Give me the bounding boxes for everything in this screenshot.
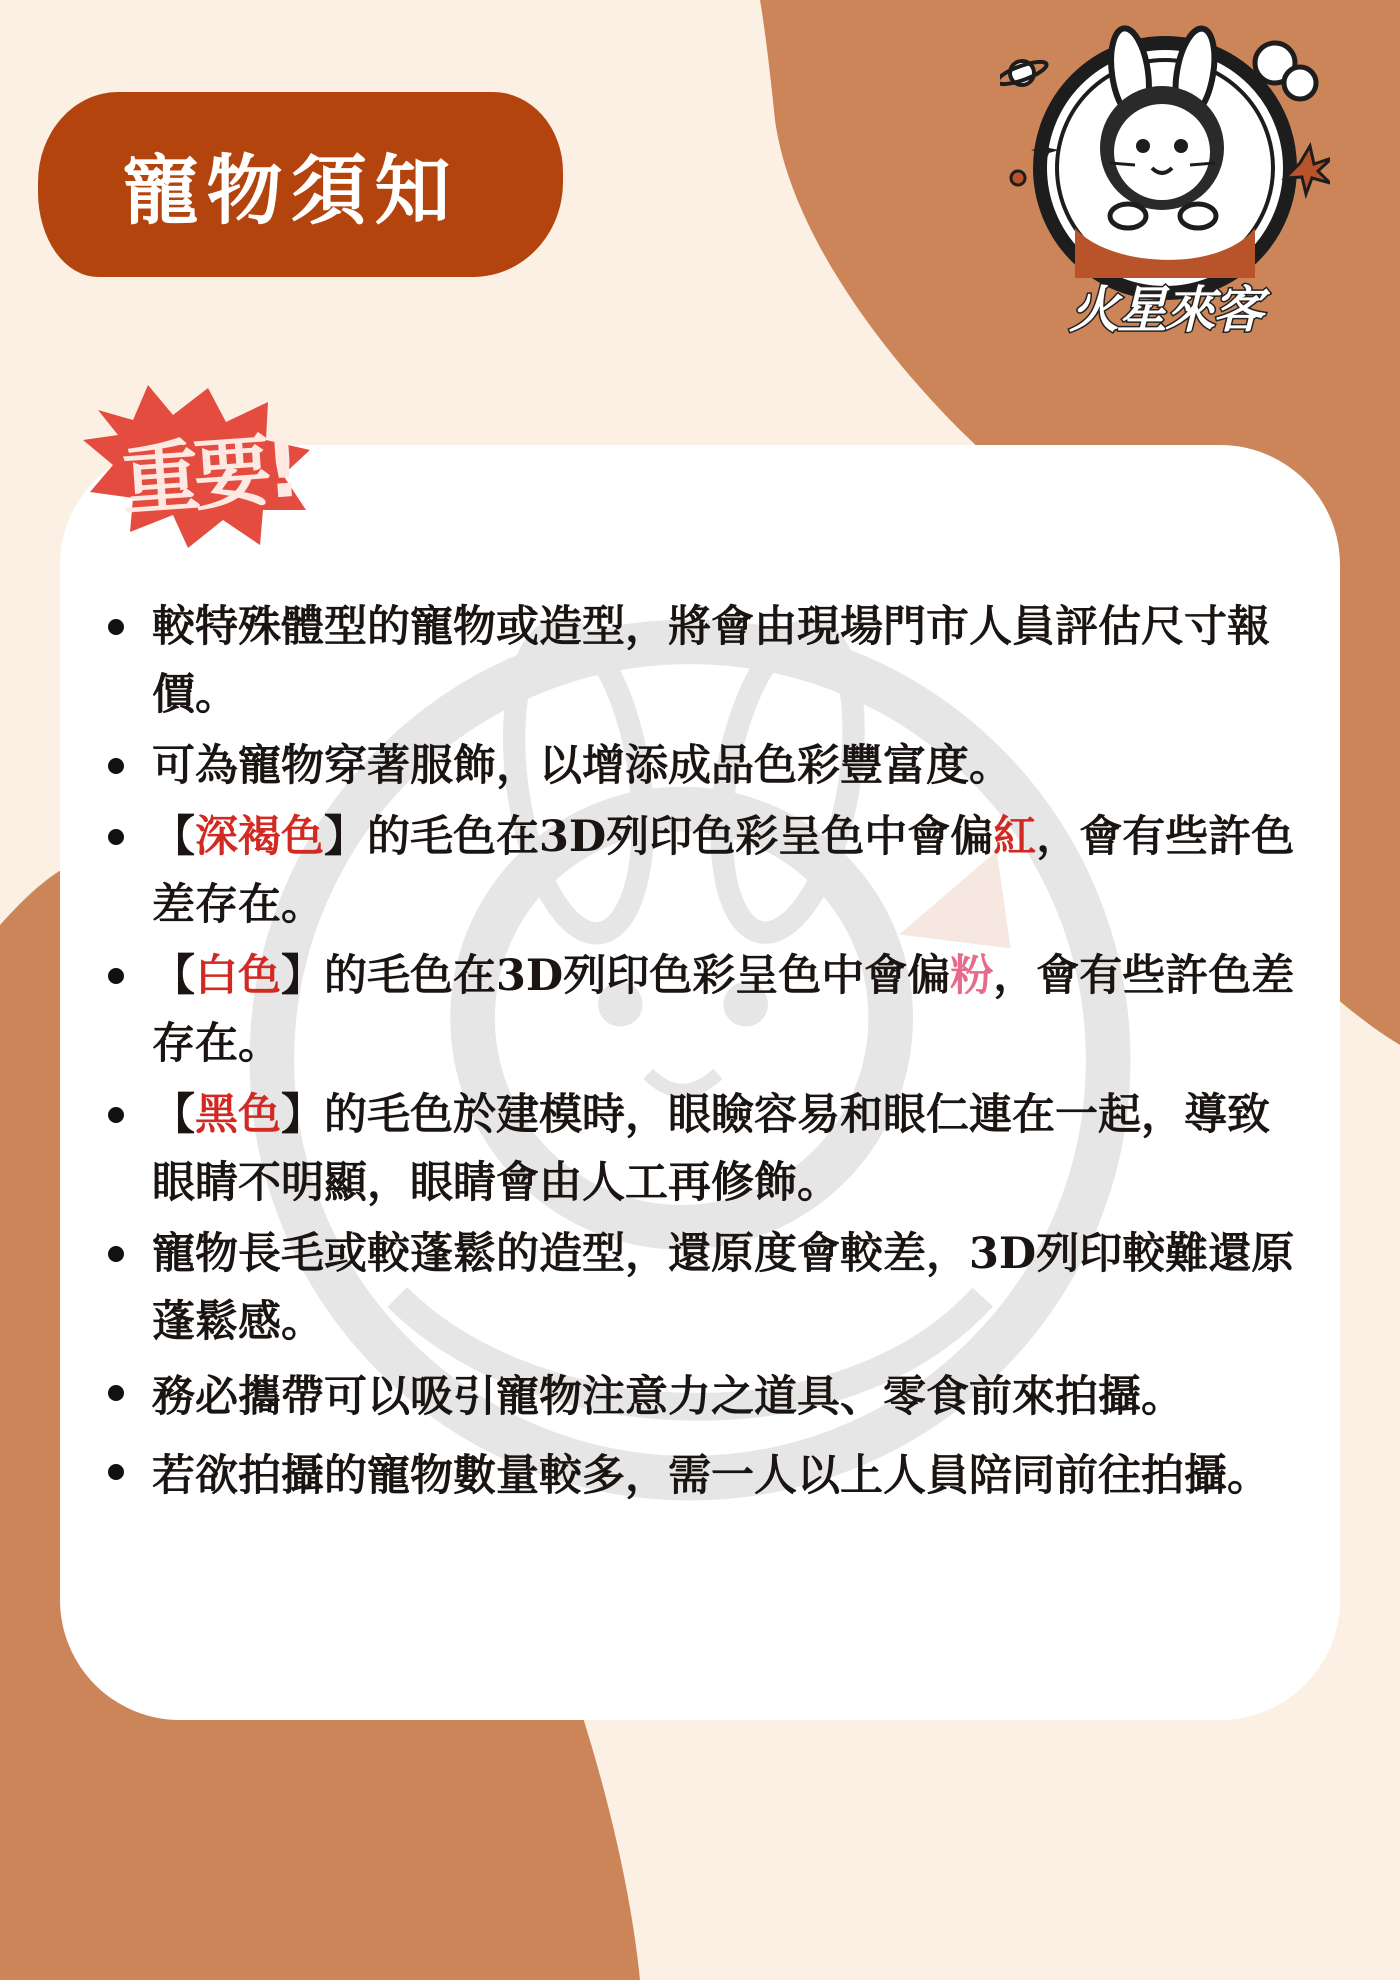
note-item — [100, 803, 1310, 939]
note-item — [100, 1359, 1310, 1435]
brand-logo — [1000, 18, 1330, 348]
note-highlight: 黑色 — [195, 1090, 281, 1140]
note-text: ，會有些許色差存在。 — [152, 951, 1295, 1069]
note-text: 】的毛色在3D列印色彩呈色中會偏 — [324, 812, 994, 862]
note-item — [100, 1220, 1310, 1356]
page-title: 寵物須知 — [122, 146, 459, 235]
note-text: 寵物長毛或較蓬鬆的造型，還原度會較差，3D列印較難還原蓬鬆感。 — [152, 1229, 1295, 1347]
note-highlight: 紅 — [993, 812, 1037, 862]
note-text: 可為寵物穿著服飾，以增添成品色彩豐富度。 — [152, 741, 1012, 791]
note-text: 較特殊體型的寵物或造型，將會由現場門市人員評估尺寸報價。 — [152, 602, 1270, 720]
title-banner — [38, 92, 563, 277]
note-text: 【 — [152, 812, 195, 862]
note-text: 【 — [152, 1090, 195, 1140]
note-text: 務必攜帶可以吸引寵物注意力之道具、零食前來拍攝。 — [152, 1372, 1184, 1422]
note-text: ，會有些許色差存在。 — [152, 812, 1295, 930]
important-badge — [78, 380, 318, 550]
notes-list — [100, 593, 1310, 1517]
note-text: 】的毛色在3D列印色彩呈色中會偏 — [281, 951, 951, 1001]
note-item — [100, 942, 1310, 1078]
logo-text: 火星來客 — [1069, 281, 1261, 339]
note-item — [100, 593, 1310, 729]
badge-label: 重要! — [118, 425, 299, 527]
note-item — [100, 732, 1310, 800]
note-item — [100, 1438, 1310, 1514]
note-highlight: 深褐色 — [195, 812, 324, 862]
note-highlight: 白色 — [195, 951, 281, 1001]
note-text: 】的毛色於建模時，眼瞼容易和眼仁連在一起，導致眼睛不明顯，眼睛會由人工再修飾。 — [152, 1090, 1270, 1208]
note-item — [100, 1081, 1310, 1217]
note-text: 【 — [152, 951, 195, 1001]
note-text: 若欲拍攝的寵物數量較多，需一人以上人員陪同前往拍攝。 — [152, 1451, 1270, 1501]
note-highlight: 粉 — [950, 951, 994, 1001]
